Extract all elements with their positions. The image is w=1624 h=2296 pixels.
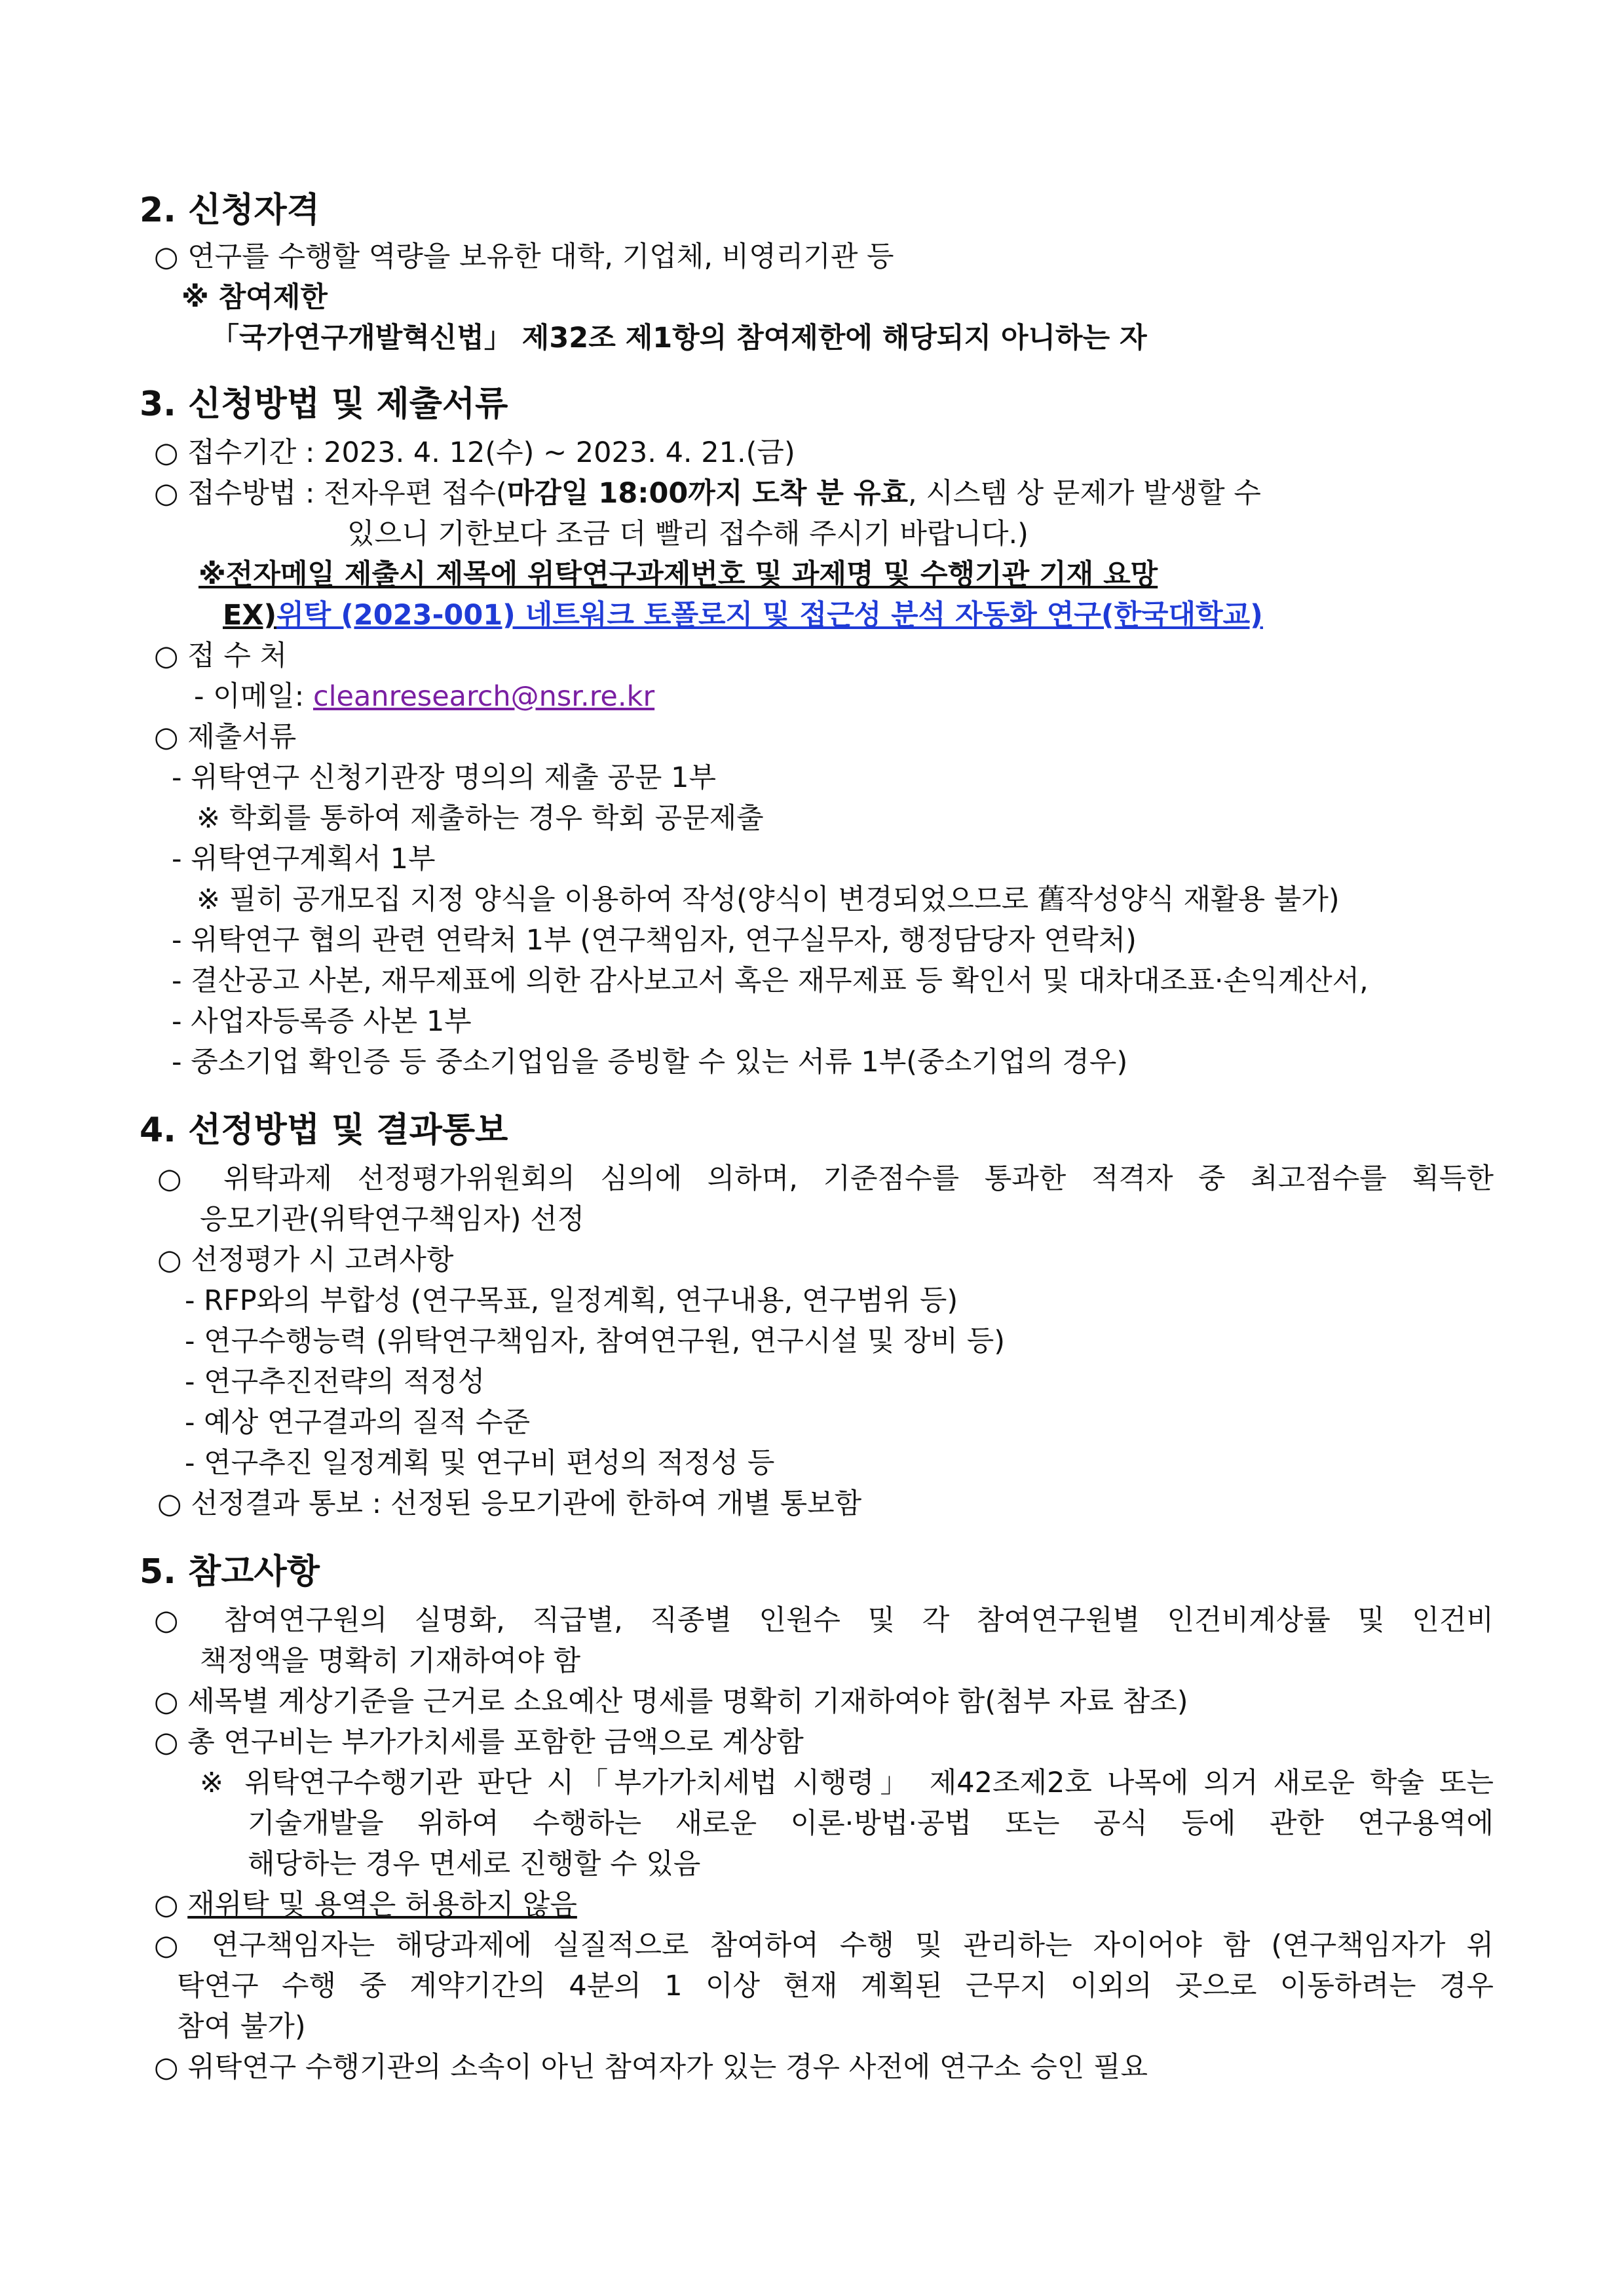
s2-restriction: 「국가연구개발혁신법」 제32조 제1항의 참여제한에 해당되지 아니하는 자	[211, 322, 1147, 354]
s3-doc-3: - 위탁연구 협의 관련 연락처 1부 (연구책임자, 연구실무자, 행정담당자 연락처)	[172, 924, 1137, 957]
s3-example: EX)위탁 (2023-001) 네트워크 토폴로지 및 접근성 분석 자동화 연구(한국대학교)	[223, 599, 1263, 632]
s3-doc-2-note: ※ 필히 공개모집 지정 양식을 이용하여 작성(양식이 변경되었으므로 舊작성양식 재활용 불가)	[197, 883, 1340, 916]
s5-ref-5: ○ 연구책임자는 해당과제에 실질적으로 참여하여 수행 및 관리하는 자이어야 함 (연구책임자가 위	[154, 1929, 1494, 1962]
s2-line-1: ○ 연구를 수행할 역량을 보유한 대학, 기업체, 비영리기관 등	[154, 240, 894, 273]
s3-deadline: 마감일 18:00까지 도착 분 유효	[506, 477, 908, 510]
s5-ref-6: ○ 위탁연구 수행기관의 소속이 아닌 참여자가 있는 경우 사전에 연구소 승인 필요	[154, 2051, 1148, 2084]
s3-docs: ○ 제출서류	[154, 721, 297, 754]
s3-example-link[interactable]: 위탁 (2023-001) 네트워크 토폴로지 및 접근성 분석 자동화 연구(한국대학교)	[276, 599, 1263, 632]
s5-ref-5-cont: 탁연구 수행 중 계약기간의 4분의 1 이상 현재 계획된 근무지 이외의 곳으로 이동하려는 경우	[177, 1970, 1494, 2002]
s4-line-1: ○ 위탁과제 선정평가위원회의 심의에 의하며, 기준점수를 통과한 적격자 중 최고점수를 획득한	[157, 1162, 1494, 1195]
s3-doc-6: - 중소기업 확인증 등 중소기업임을 증빙할 수 있는 서류 1부(중소기업의 경우)	[172, 1046, 1128, 1079]
s5-ref-4: ○ 재위탁 및 용역은 허용하지 않음	[154, 1888, 577, 1921]
s3-recipient: ○ 접 수 처	[154, 640, 288, 672]
s4-criteria-1: - RFP와의 부합성 (연구목표, 일정계획, 연구내용, 연구범위 등)	[185, 1284, 958, 1317]
s4-line-1-cont: 응모기관(위탁연구책임자) 선정	[200, 1203, 585, 1236]
s5-ref-3-note-cont: 기술개발을 위하여 수행하는 새로운 이론·방법·공법 또는 공식 등에 관한 연구용역에	[248, 1807, 1494, 1840]
s5-ref-3-note: ※ 위탁연구수행기관 판단 시「부가가치세법 시행령」 제42조제2호 나목에 의거 새로운 학술 또는	[200, 1767, 1494, 1799]
s4-criteria-title: ○ 선정평가 시 고려사항	[157, 1244, 454, 1276]
s3-doc-1: - 위탁연구 신청기관장 명의의 제출 공문 1부	[172, 761, 717, 794]
s5-ref-4-text: 재위탁 및 용역은 허용하지 않음	[187, 1888, 577, 1921]
email-link[interactable]: cleanresearch@nsr.re.kr	[312, 680, 655, 713]
section-5-heading: 5. 참고사항	[140, 1552, 320, 1592]
s5-ref-2: ○ 세목별 계상기준을 근거로 소요예산 명세를 명확히 기재하여야 함(첨부 자료 참조)	[154, 1685, 1188, 1718]
s4-criteria-5: - 연구추진 일정계획 및 연구비 편성의 적정성 등	[185, 1447, 775, 1480]
s3-doc-4: - 결산공고 사본, 재무제표에 의한 감사보고서 혹은 재무제표 등 확인서 및 대차대조표·손익계산서,	[172, 965, 1369, 997]
section-2-heading: 2. 신청자격	[140, 191, 320, 230]
s2-note: ※ 참여제한	[181, 281, 328, 314]
s5-ref-3: ○ 총 연구비는 부가가치세를 포함한 금액으로 계상함	[154, 1726, 804, 1759]
s4-criteria-4: - 예상 연구결과의 질적 수준	[185, 1406, 531, 1439]
s4-notice: ○ 선정결과 통보 : 선정된 응모기관에 한하여 개별 통보함	[157, 1487, 862, 1520]
s3-email-line: - 이메일: cleanresearch@nsr.re.kr	[194, 680, 655, 713]
s5-ref-3-note-end: 해당하는 경우 면세로 진행할 수 있음	[248, 1848, 701, 1881]
s3-doc-2: - 위탁연구계획서 1부	[172, 843, 436, 875]
s3-method-cont: 있으니 기한보다 조금 더 빨리 접수해 주시기 바랍니다.)	[347, 518, 1029, 550]
s4-criteria-2: - 연구수행능력 (위탁연구책임자, 참여연구원, 연구시설 및 장비 등)	[185, 1325, 1006, 1358]
s3-period: ○ 접수기간 : 2023. 4. 12(수) ~ 2023. 4. 21.(금)	[154, 436, 795, 469]
s4-criteria-3: - 연구추진전략의 적정성	[185, 1366, 485, 1398]
section-3-heading: 3. 신청방법 및 제출서류	[140, 385, 508, 424]
s5-ref-5-end: 참여 불가)	[177, 2010, 306, 2043]
s5-ref-1: ○ 참여연구원의 실명화, 직급별, 직종별 인원수 및 각 참여연구원별 인건비계상률 및 인건비	[154, 1604, 1494, 1637]
section-4-heading: 4. 선정방법 및 결과통보	[140, 1111, 508, 1150]
s5-ref-1-cont: 책정액을 명확히 기재하여야 함	[200, 1645, 580, 1677]
s3-method: ○ 접수방법 : 전자우편 접수(마감일 18:00까지 도착 분 유효, 시스템 상 문제가 발생할 수	[154, 477, 1261, 510]
s3-doc-5: - 사업자등록증 사본 1부	[172, 1005, 472, 1038]
s3-email-notice: ※전자메일 제출시 제목에 위탁연구과제번호 및 과제명 및 수행기관 기재 요망	[198, 558, 1158, 591]
s3-doc-1-note: ※ 학회를 통하여 제출하는 경우 학회 공문제출	[197, 802, 764, 835]
